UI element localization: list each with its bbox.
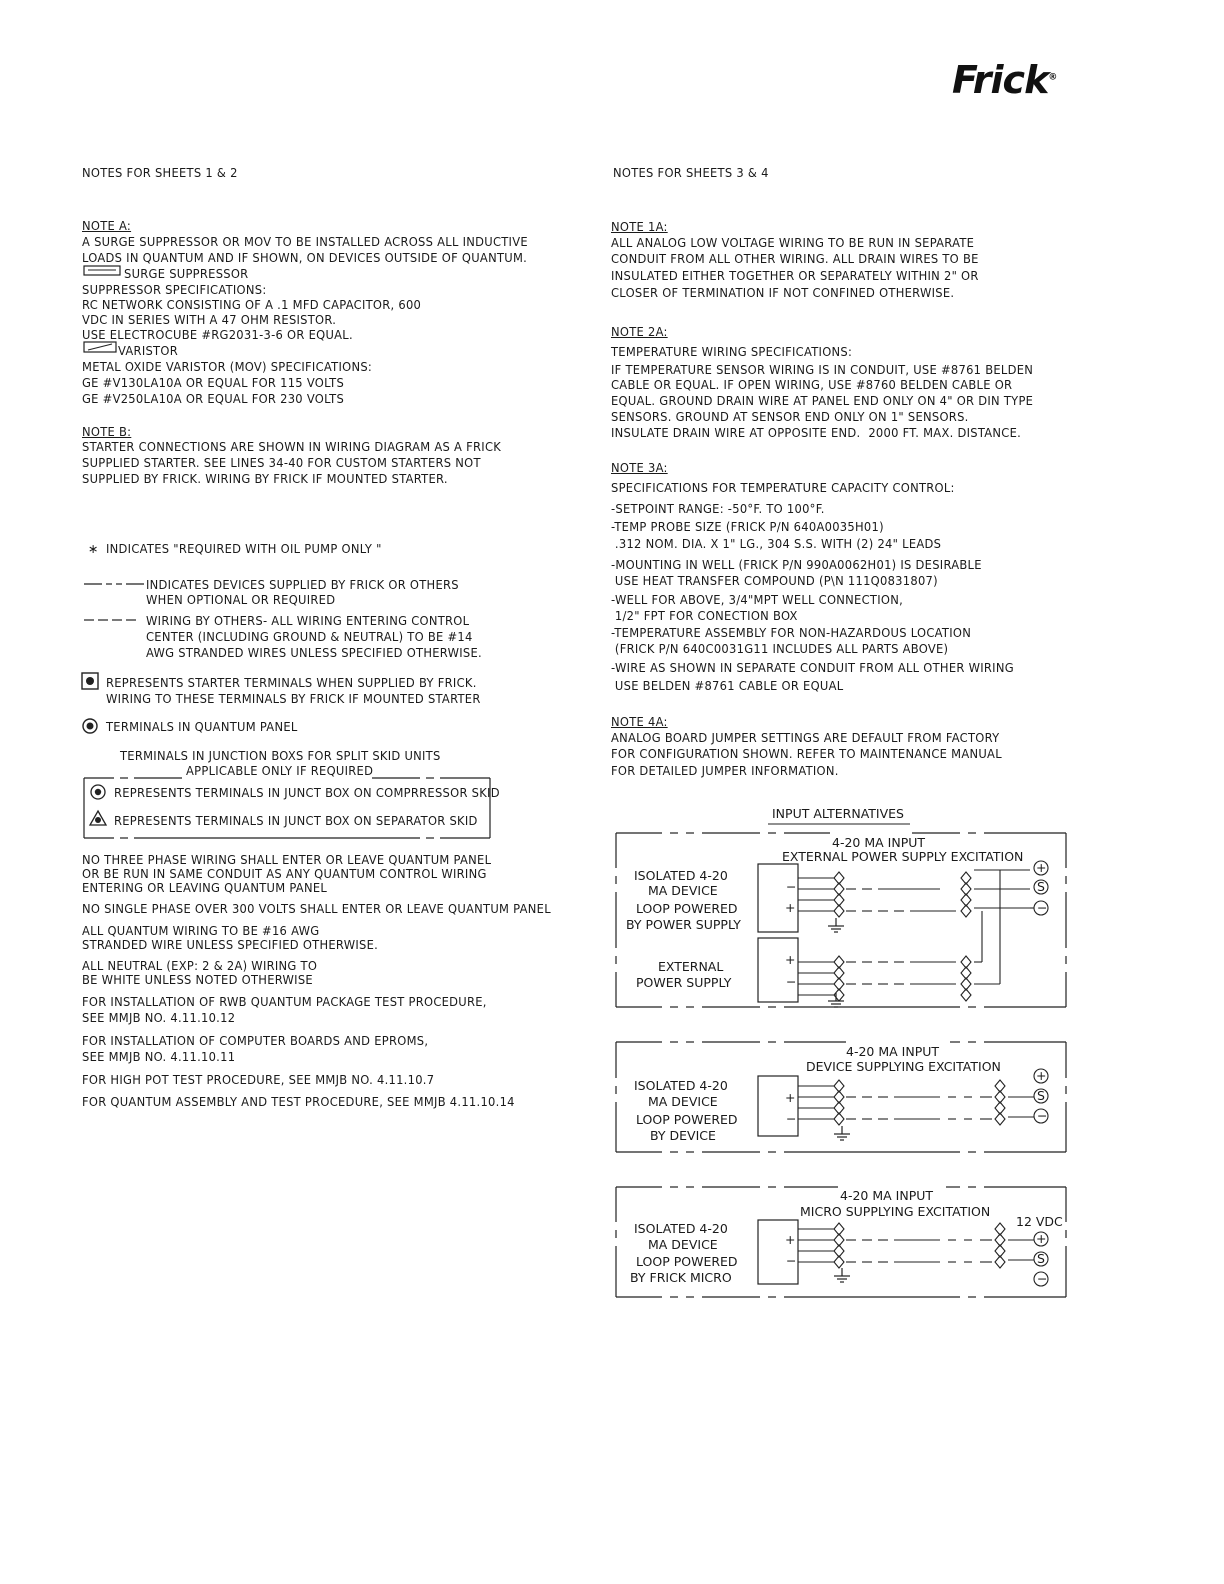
note-3a-line: -TEMP PROBE SIZE (FRICK P/N 640A0035H01) <box>611 519 884 534</box>
legend-devices-line: WHEN OPTIONAL OR REQUIRED <box>146 592 336 607</box>
box1-device-line: MA DEVICE <box>648 883 718 898</box>
box1-terminal-plus: + <box>1036 860 1047 875</box>
starter-terminal-icon <box>82 673 98 689</box>
box3-terminal-plus: + <box>1036 1231 1047 1246</box>
note-a-line: VDC IN SERIES WITH A 47 OHM RESISTOR. <box>82 312 337 327</box>
note-a-line: METAL OXIDE VARISTOR (MOV) SPECIFICATIONS: <box>82 359 373 374</box>
note-3a-line: (FRICK P/N 640C0031G11 INCLUDES ALL PARTS ABOVE) <box>611 641 949 656</box>
note-a-line: A SURGE SUPPRESSOR OR MOV TO BE INSTALLED ACROSS ALL INDUCTIVE <box>82 234 528 249</box>
legend-wiring-line: WIRING BY OTHERS- ALL WIRING ENTERING CONTROL <box>146 613 470 628</box>
note-2a-line: INSULATE DRAIN WIRE AT OPPOSITE END. 2000 FT. MAX. DISTANCE. <box>611 425 1022 440</box>
star-note: INDICATES "REQUIRED WITH OIL PUMP ONLY " <box>106 541 382 556</box>
box3-terminal-signal: S <box>1037 1251 1045 1266</box>
junction-title: TERMINALS IN JUNCTION BOXS FOR SPLIT SKID UNITS <box>120 748 441 763</box>
note-3a-line: SPECIFICATIONS FOR TEMPERATURE CAPACITY CONTROL: <box>611 480 955 495</box>
legend-starter-line: REPRESENTS STARTER TERMINALS WHEN SUPPLIED BY FRICK. <box>106 675 477 690</box>
note-1a-line: CLOSER OF TERMINATION IF NOT CONFINED OTHERWISE. <box>611 285 955 300</box>
surge-suppressor-icon <box>84 266 120 275</box>
varistor-icon <box>84 342 116 352</box>
box3-device-line: MA DEVICE <box>648 1237 718 1252</box>
note-b-line: SUPPLIED STARTER. SEE LINES 34-40 FOR CUSTOM STARTERS NOT <box>82 455 481 470</box>
box2-device-line: BY DEVICE <box>650 1128 716 1143</box>
note-2a-title: NOTE 2A: <box>611 324 668 339</box>
note-2a-line: SENSORS. GROUND AT SENSOR END ONLY ON 1" SENSORS. <box>611 409 969 424</box>
note-3a-line: -WIRE AS SHOWN IN SEPARATE CONDUIT FROM ALL OTHER WIRING <box>611 660 1014 675</box>
box3-device-minus: − <box>786 1253 797 1268</box>
note-1a-title: NOTE 1A: <box>611 219 668 234</box>
compressor-junction-icon <box>91 785 105 799</box>
note-a-line: LOADS IN QUANTUM AND IF SHOWN, ON DEVICES OUTSIDE OF QUANTUM. <box>82 250 528 265</box>
asterisk-icon: ∗ <box>88 541 99 556</box>
general-note: ALL QUANTUM WIRING TO BE #16 AWG <box>82 923 320 938</box>
box1-supply-plus: + <box>785 952 796 967</box>
note-3a-line: -WELL FOR ABOVE, 3/4"MPT WELL CONNECTION, <box>611 592 904 607</box>
general-note: FOR HIGH POT TEST PROCEDURE, SEE MMJB NO. 4.11.10.7 <box>82 1072 435 1087</box>
junction-sep: REPRESENTS TERMINALS IN JUNCT BOX ON SEPARATOR SKID <box>114 813 478 828</box>
quantum-terminal-icon <box>83 719 97 733</box>
note-b-title: NOTE B: <box>82 424 132 439</box>
left-heading: NOTES FOR SHEETS 1 & 2 <box>82 165 238 180</box>
note-2a-line: TEMPERATURE WIRING SPECIFICATIONS: <box>611 344 853 359</box>
box1-wiring <box>798 870 1034 995</box>
box1-supply-line: POWER SUPPLY <box>636 975 732 990</box>
box2-device-block <box>758 1076 798 1136</box>
note-a-title: NOTE A: <box>82 218 132 233</box>
general-note: NO SINGLE PHASE OVER 300 VOLTS SHALL ENTER OR LEAVE QUANTUM PANEL <box>82 901 551 916</box>
note-4a-line: ANALOG BOARD JUMPER SETTINGS ARE DEFAULT FROM FACTORY <box>611 730 1000 745</box>
note-a-line: VARISTOR <box>118 343 178 358</box>
note-a-line: SUPPRESSOR SPECIFICATIONS: <box>82 282 267 297</box>
box3-ground-icon <box>834 1268 850 1282</box>
note-3a-title: NOTE 3A: <box>611 460 668 475</box>
box3-shield-markers <box>834 1223 1005 1268</box>
note-3a-line: -TEMPERATURE ASSEMBLY FOR NON-HAZARDOUS LOCATION <box>611 625 972 640</box>
general-note: BE WHITE UNLESS NOTED OTHERWISE <box>82 972 313 987</box>
note-3a-line: 1/2" FPT FOR CONECTION BOX <box>611 608 798 623</box>
box1-device-line: LOOP POWERED <box>636 901 738 916</box>
note-3a-line: USE HEAT TRANSFER COMPOUND (P\N 111Q0831807) <box>611 573 938 588</box>
box2-device-line: ISOLATED 4-20 <box>634 1078 728 1093</box>
note-b-line: STARTER CONNECTIONS ARE SHOWN IN WIRING DIAGRAM AS A FRICK <box>82 439 502 454</box>
box1-subtitle: EXTERNAL POWER SUPPLY EXCITATION <box>782 849 1024 864</box>
box1-device-line: BY POWER SUPPLY <box>626 917 741 932</box>
box2-terminal-minus: − <box>1037 1108 1048 1123</box>
junction-comp: REPRESENTS TERMINALS IN JUNCT BOX ON COMPRRESSOR SKID <box>114 785 500 800</box>
box2-terminal-signal: S <box>1037 1088 1045 1103</box>
box2-title: 4-20 MA INPUT <box>846 1044 940 1059</box>
box3-device-plus: + <box>785 1232 796 1247</box>
legend-devices-line: INDICATES DEVICES SUPPLIED BY FRICK OR OTHERS <box>146 577 459 592</box>
box2-terminal-plus: + <box>1036 1068 1047 1083</box>
box2-device-plus: + <box>785 1090 796 1105</box>
box2-ground-icon <box>834 1126 850 1140</box>
box3-device-line: BY FRICK MICRO <box>630 1270 732 1285</box>
box1-supply-minus: − <box>786 974 797 989</box>
box2-device-line: MA DEVICE <box>648 1094 718 1109</box>
note-a-line: GE #V250LA10A OR EQUAL FOR 230 VOLTS <box>82 391 345 406</box>
note-3a-line: USE BELDEN #8761 CABLE OR EQUAL <box>611 678 844 693</box>
note-2a-line: EQUAL. GROUND DRAIN WIRE AT PANEL END ONLY ON 4" OR DIN TYPE <box>611 393 1034 408</box>
note-4a-title: NOTE 4A: <box>611 714 668 729</box>
note-4a-line: FOR CONFIGURATION SHOWN. REFER TO MAINTENANCE MANUAL <box>611 746 1002 761</box>
note-2a-line: CABLE OR EQUAL. IF OPEN WIRING, USE #8760 BELDEN CABLE OR <box>611 377 1013 392</box>
junction-sub: APPLICABLE ONLY IF REQUIRED <box>186 763 374 778</box>
note-4a-line: FOR DETAILED JUMPER INFORMATION. <box>611 763 839 778</box>
box1-device-block <box>758 864 798 932</box>
box1-supply-block <box>758 938 798 1002</box>
box2-subtitle: DEVICE SUPPLYING EXCITATION <box>806 1059 1001 1074</box>
box2-device-line: LOOP POWERED <box>636 1112 738 1127</box>
box1-device-line: ISOLATED 4-20 <box>634 868 728 883</box>
box1-shield-markers <box>834 872 971 1001</box>
note-1a-line: INSULATED EITHER TOGETHER OR SEPARATELY WITHIN 2" OR <box>611 268 979 283</box>
box1-terminal-signal: S <box>1037 879 1045 894</box>
note-a-line: RC NETWORK CONSISTING OF A .1 MFD CAPACITOR, 600 <box>82 297 422 312</box>
general-note: STRANDED WIRE UNLESS SPECIFIED OTHERWISE. <box>82 937 379 952</box>
note-1a-line: CONDUIT FROM ALL OTHER WIRING. ALL DRAIN WIRES TO BE <box>611 251 979 266</box>
box1-supply-line: EXTERNAL <box>658 959 724 974</box>
separator-junction-icon <box>90 811 106 825</box>
general-note: SEE MMJB NO. 4.11.10.12 <box>82 1010 236 1025</box>
box1-device-minus: − <box>786 879 797 894</box>
general-note: ENTERING OR LEAVING QUANTUM PANEL <box>82 880 328 895</box>
note-a-line: GE #V130LA10A OR EQUAL FOR 115 VOLTS <box>82 375 345 390</box>
note-a-line: USE ELECTROCUBE #RG2031-3-6 OR EQUAL. <box>82 327 353 342</box>
note-3a-line: -MOUNTING IN WELL (FRICK P/N 990A0062H01) IS DESIRABLE <box>611 557 982 572</box>
diagram-title: INPUT ALTERNATIVES <box>772 806 904 821</box>
general-note: OR BE RUN IN SAME CONDUIT AS ANY QUANTUM CONTROL WIRING <box>82 866 487 881</box>
general-note: ALL NEUTRAL (EXP: 2 & 2A) WIRING TO <box>82 958 318 973</box>
box2-shield-markers <box>834 1080 1005 1125</box>
box3-subtitle: MICRO SUPPLYING EXCITATION <box>800 1204 991 1219</box>
box1-ground-icon <box>828 918 844 932</box>
general-note: FOR INSTALLATION OF RWB QUANTUM PACKAGE TEST PROCEDURE, <box>82 994 487 1009</box>
box1-device-plus: + <box>785 900 796 915</box>
legend-wiring-line: CENTER (INCLUDING GROUND & NEUTRAL) TO BE #14 <box>146 629 473 644</box>
junction-box-frame <box>84 778 490 838</box>
box2-device-minus: − <box>786 1111 797 1126</box>
note-b-line: SUPPLIED BY FRICK. WIRING BY FRICK IF MOUNTED STARTER. <box>82 471 448 486</box>
general-note: FOR QUANTUM ASSEMBLY AND TEST PROCEDURE, SEE MMJB 4.11.10.14 <box>82 1094 515 1109</box>
legend-wiring-line: AWG STRANDED WIRES UNLESS SPECIFIED OTHERWISE. <box>146 645 482 660</box>
box3-device-block <box>758 1220 798 1284</box>
general-note: NO THREE PHASE WIRING SHALL ENTER OR LEAVE QUANTUM PANEL <box>82 852 492 867</box>
box3-device-line: ISOLATED 4-20 <box>634 1221 728 1236</box>
general-note: SEE MMJB NO. 4.11.10.11 <box>82 1049 236 1064</box>
note-3a-line: -SETPOINT RANGE: -50°F. TO 100°F. <box>611 501 825 516</box>
legend-terminals: TERMINALS IN QUANTUM PANEL <box>106 719 298 734</box>
right-heading: NOTES FOR SHEETS 3 & 4 <box>613 165 769 180</box>
note-1a-line: ALL ANALOG LOW VOLTAGE WIRING TO BE RUN IN SEPARATE <box>611 235 975 250</box>
box3-title: 4-20 MA INPUT <box>840 1188 934 1203</box>
frick-logo: Frick® <box>952 58 1057 102</box>
note-3a-line: .312 NOM. DIA. X 1" LG., 304 S.S. WITH (2) 24" LEADS <box>611 536 942 551</box>
box3-device-line: LOOP POWERED <box>636 1254 738 1269</box>
box3-terminal-minus: − <box>1037 1271 1048 1286</box>
box1-terminal-minus: − <box>1037 900 1048 915</box>
note-a-line: SURGE SUPPRESSOR <box>124 266 249 281</box>
box3-voltage: 12 VDC <box>1016 1214 1063 1229</box>
note-2a-line: IF TEMPERATURE SENSOR WIRING IS IN CONDUIT, USE #8761 BELDEN <box>611 362 1034 377</box>
general-note: FOR INSTALLATION OF COMPUTER BOARDS AND EPROMS, <box>82 1033 429 1048</box>
box1-title: 4-20 MA INPUT <box>832 835 926 850</box>
legend-starter-line: WIRING TO THESE TERMINALS BY FRICK IF MOUNTED STARTER <box>106 691 481 706</box>
